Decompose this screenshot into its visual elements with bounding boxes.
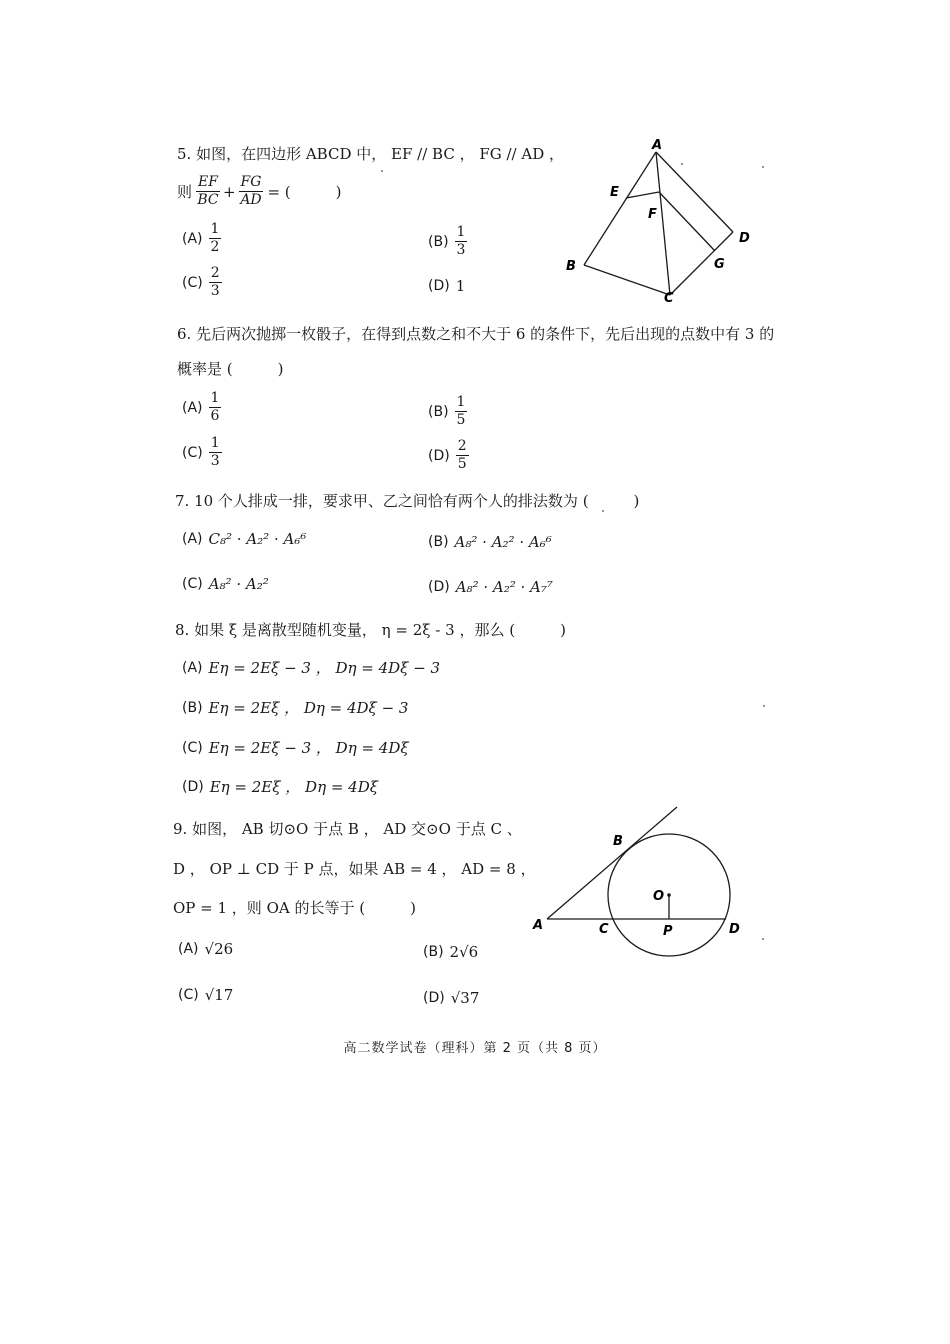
label-e: E (610, 185, 619, 200)
label-f: F (648, 207, 657, 222)
q5-frac-fg-ad: $\frac{FG}{AD}$ (240, 174, 262, 208)
center-point (667, 893, 671, 897)
q6-option-a: (A) $\frac{1}{6}$ (182, 390, 220, 424)
q5-stem: 5. 如图，在四边形 ABCD 中， EF // BC ， FG // AD ， (177, 145, 564, 163)
q7-option-a: (A) C₈² · A₂² · A₆⁶ (182, 530, 307, 548)
page-footer: 高二数学试卷（理科）第 2 页（共 8 页） (343, 1041, 607, 1056)
q5-option-d: (D) 1 (428, 277, 466, 295)
label-b: B (566, 259, 576, 274)
q5-then: 则 (177, 183, 193, 201)
q6-stem-line1: 6. 先后两次抛掷一枚骰子，在得到点数之和不大于 6 的条件下，先后出现的点数中有 3 的 (177, 325, 775, 343)
q6-option-b: (B) $\frac{1}{5}$ (428, 394, 466, 428)
scan-speck (681, 163, 683, 165)
q5-option-a: (A) $\frac{1}{2}$ (182, 221, 220, 255)
label-b: B (613, 834, 623, 849)
q5-option-c: (C) $\frac{2}{3}$ (182, 265, 220, 299)
segment-fg (659, 192, 715, 251)
q5-expression (177, 174, 341, 209)
q8-option-a: (A) Eη = 2Eξ − 3 ， Dη = 4Dξ − 3 (182, 659, 441, 677)
q6-stem-line2: 概率是 ( ) (177, 360, 284, 378)
q5-plus: + (222, 182, 236, 201)
q8-stem: 8. 如果 ξ 是离散型随机变量， η = 2ξ - 3 ，那么 ( ) (175, 621, 566, 639)
q8-option-d: (D) Eη = 2Eξ ， Dη = 4Dξ (182, 778, 379, 796)
q8-option-b: (B) Eη = 2Eξ ， Dη = 4Dξ − 3 (182, 699, 409, 717)
label-o: O (653, 889, 665, 904)
edge-ab (584, 152, 656, 265)
scan-speck (602, 510, 604, 512)
q6-option-d: (D) $\frac{2}{5}$ (428, 438, 467, 472)
q7-option-b: (B) A₈² · A₂² · A₆⁶ (428, 533, 552, 551)
scan-speck (381, 170, 383, 172)
label-p: P (663, 924, 673, 939)
edge-da (656, 152, 733, 232)
q9-option-a: (A) √26 (178, 940, 234, 958)
q6-option-c: (C) $\frac{1}{3}$ (182, 435, 220, 469)
label-c: C (599, 922, 609, 937)
label-d: D (739, 231, 750, 246)
q9-stem-line3: OP = 1 ，则 OA 的长等于 ( ) (173, 899, 416, 917)
q5-quadrilateral-figure (560, 130, 760, 310)
q9-option-c: (C) √17 (178, 986, 234, 1004)
label-d: D (729, 922, 740, 937)
label-g: G (714, 257, 725, 272)
diagonal-ac (656, 152, 670, 295)
q9-option-b: (B) 2√6 (423, 943, 479, 961)
label-a: A (533, 918, 544, 933)
q5-equals-blank: = ( ) (267, 183, 342, 201)
q7-stem: 7. 10 个人排成一排，要求甲、乙之间恰有两个人的排法数为 ( ) (175, 492, 640, 510)
q7-option-c: (C) A₈² · A₂² (182, 575, 269, 593)
q9-circle-figure (525, 805, 755, 970)
label-c: C (664, 291, 674, 306)
q8-option-c: (C) Eη = 2Eξ − 3 ， Dη = 4Dξ (182, 739, 409, 757)
segment-ef (626, 192, 659, 198)
q9-option-d: (D) √37 (423, 989, 480, 1007)
scan-speck (762, 166, 764, 168)
label-a: A (652, 138, 663, 153)
q5-frac-ef-bc: $\frac{EF}{BC}$ (197, 174, 219, 208)
scan-speck (762, 938, 764, 940)
q9-stem-line1: 9. 如图， AB 切⊙O 于点 B ， AD 交⊙O 于点 C 、 (173, 820, 522, 838)
edge-bc (584, 265, 670, 295)
q5-option-b: (B) $\frac{1}{3}$ (428, 224, 466, 258)
q9-stem-line2: D ， OP ⊥ CD 于 P 点，如果 AB = 4 ， AD = 8 ， (173, 860, 536, 878)
scan-speck (763, 705, 765, 707)
q7-option-d: (D) A₈² · A₂² · A₇⁷ (428, 578, 553, 596)
